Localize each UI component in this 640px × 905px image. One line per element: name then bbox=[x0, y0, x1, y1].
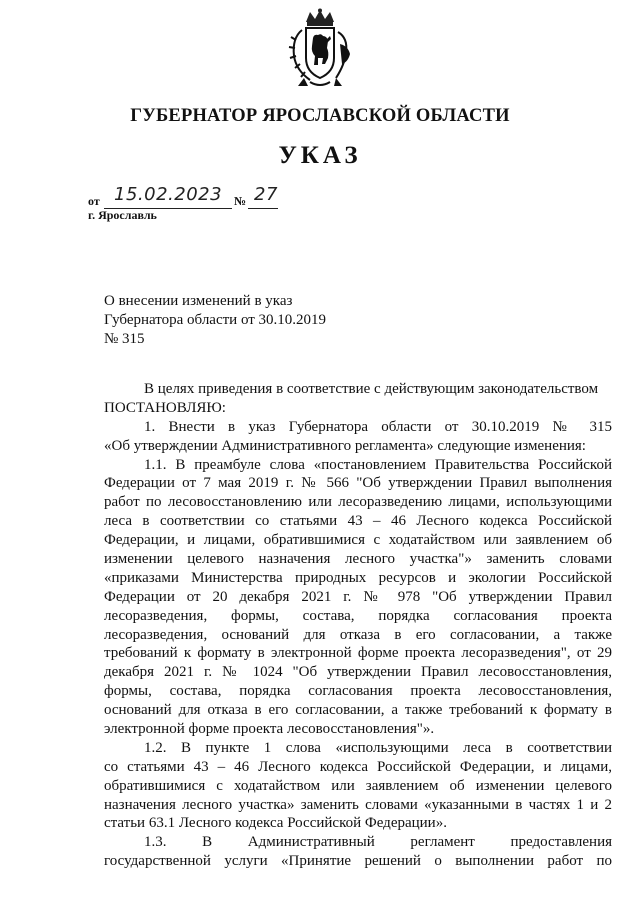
yaroslavl-coat-of-arms-icon bbox=[276, 8, 364, 92]
body-line: 1.1. В преамбуле слова «постановлением Правительства Российской bbox=[144, 456, 612, 473]
body-line: со статьями 43 – 46 Лесного кодекса Российской Федерации, и лицами, bbox=[104, 758, 612, 775]
body-line: требований к формату в электронной форме проекта лесоразведения", от 29 bbox=[104, 645, 612, 662]
document-type: УКАЗ bbox=[278, 142, 362, 169]
decree-body bbox=[104, 380, 612, 871]
body-line: декабря 2021 г. № 1024 "Об утверждении Правил лесовосстановления, bbox=[104, 664, 612, 681]
subject-line: Губернатора области от 30.10.2019 bbox=[104, 312, 327, 328]
org-title: ГУБЕРНАТОР ЯРОСЛАВСКОЙ ОБЛАСТИ bbox=[130, 106, 510, 126]
body-line: лесоразведения, оснований для отказа в его согласовании, а также bbox=[104, 626, 612, 643]
body-line: 1.3. В Административный регламент предоставления bbox=[144, 834, 612, 851]
body-line: электронной форме проекта лесовосстановления"». bbox=[104, 721, 435, 738]
body-line: лесоразведения, формы, состава, порядка согласования проекта bbox=[104, 607, 612, 624]
body-line: оснований для отказа в его согласовании, а также требований к формату в bbox=[104, 702, 612, 719]
body-line: ПОСТАНОВЛЯЮ: bbox=[104, 399, 226, 416]
body-line: назначения лесного участка» заменить словами «указанными в частях 1 и 2 bbox=[104, 796, 612, 813]
body-line: «Об утверждении Административного регламента» следующие изменения: bbox=[104, 437, 586, 454]
number-underline bbox=[248, 208, 278, 209]
body-line: Федерации, и лицами, обратившимися с ходатайством или заявлением об bbox=[104, 532, 612, 549]
body-line: Федерации от 20 декабря 2021 г. № 978 "Об утверждении Правил bbox=[104, 588, 612, 605]
date-prefix-label: от bbox=[88, 194, 100, 208]
body-line: изменении целевого назначения лесного участка"» заменить словами bbox=[104, 551, 612, 568]
city-label: г. Ярославль bbox=[88, 208, 157, 222]
body-line: формы, состава, порядка согласования проекта лесовосстановления, bbox=[104, 683, 612, 700]
body-line: 1. Внести в указ Губернатора области от 30.10.2019 № 315 bbox=[144, 418, 612, 435]
body-line: работ по лесовосстановлению или лесоразведению лицами, использующими bbox=[104, 494, 612, 511]
body-line: В целях приведения в соответствие с действующим законодательством bbox=[144, 381, 599, 397]
handwritten-date: 15.02.2023 bbox=[114, 184, 223, 205]
body-line: леса в соответствии со статьями 43 – 46 Лесного кодекса Российской bbox=[104, 513, 612, 530]
body-line: Федерации от 7 мая 2019 г. № 566 "Об утверждении Правил выполнения bbox=[104, 475, 612, 492]
body-line: 1.2. В пункте 1 слова «использующими леса в соответствии bbox=[144, 739, 612, 756]
dateline bbox=[88, 186, 278, 208]
number-label: № bbox=[234, 194, 247, 208]
subject-line: О внесении изменений в указ bbox=[104, 293, 293, 309]
handwritten-number: 27 bbox=[254, 184, 278, 205]
decree-subject bbox=[104, 292, 364, 349]
body-line: статьи 63.1 Лесного кодекса Российской Федерации». bbox=[104, 815, 447, 832]
body-line: «приказами Министерства природных ресурсов и экологии Российской bbox=[104, 569, 612, 586]
body-line: обратившимися с ходатайством или заявлением об изменении целевого bbox=[104, 777, 612, 794]
body-line: государственной услуги «Принятие решений о выполнении работ по bbox=[104, 853, 612, 870]
subject-line: № 315 bbox=[104, 331, 145, 347]
